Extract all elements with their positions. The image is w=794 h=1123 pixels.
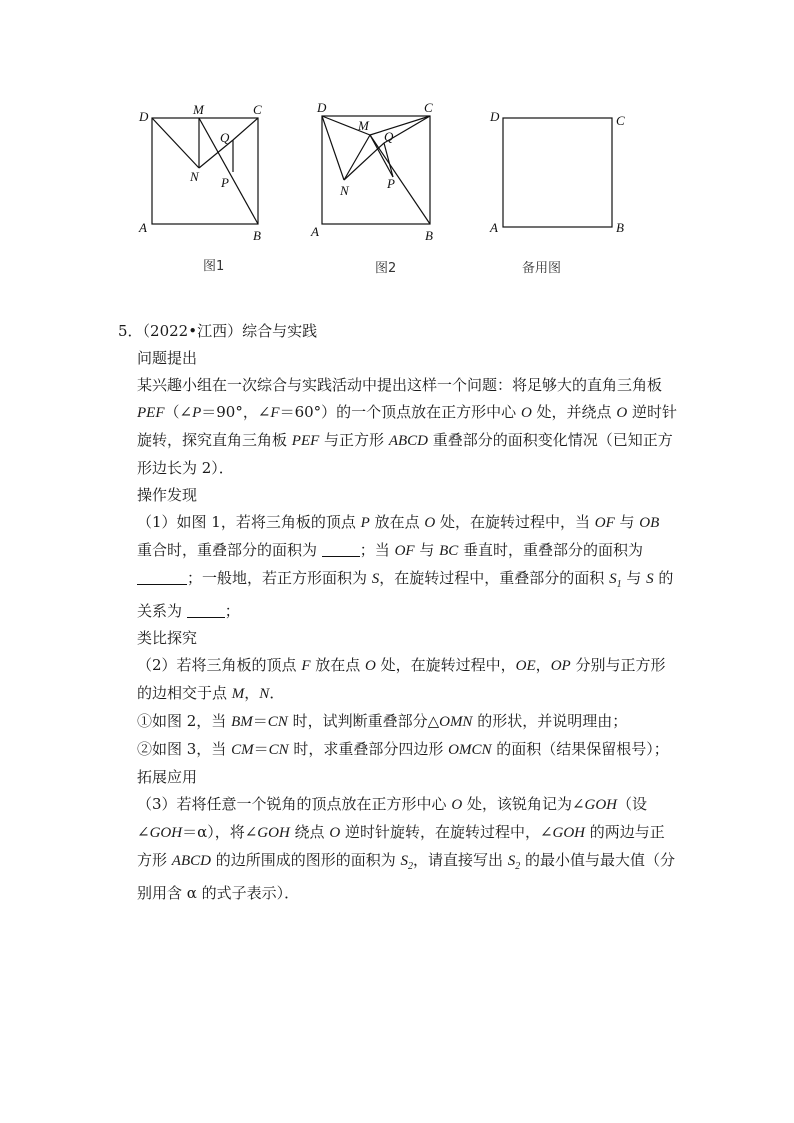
figures-area xyxy=(0,0,794,300)
text-run: 与 xyxy=(614,513,640,531)
fig3-label-c: C xyxy=(616,113,625,128)
fig1-label-d: D xyxy=(139,109,149,124)
math-variable: S xyxy=(646,571,654,587)
fig2-label-q: Q xyxy=(384,129,394,144)
fig2-line-qp xyxy=(384,143,393,177)
fig2-label-p: P xyxy=(387,176,395,191)
text-run: ， xyxy=(244,684,260,702)
text-run: 绕点 xyxy=(289,823,330,841)
math-variable: ABCD xyxy=(171,853,211,869)
text-run: ＝90°，∠ xyxy=(201,403,271,421)
fig2-line-mb xyxy=(370,135,430,224)
math-variable: $S_2$ xyxy=(400,853,413,872)
math-variable: GOH xyxy=(149,825,183,841)
text-run: 放在点 xyxy=(369,513,425,531)
text-run: （1）如图 1，若将三角板的顶点 xyxy=(137,513,361,531)
fig1-label-a: A xyxy=(139,220,147,235)
text-run: 的边所围成的图形的面积为 xyxy=(210,851,401,869)
question-2-part-2 xyxy=(118,736,678,764)
math-variable: CN xyxy=(268,742,289,758)
question-1 xyxy=(118,509,678,625)
text-run: 垂直时，重叠部分的面积为 xyxy=(458,541,644,559)
math-subscript: 2 xyxy=(408,861,413,872)
fig3-caption: 备用图 xyxy=(522,261,562,276)
problem-text xyxy=(118,318,678,907)
math-variable: OB xyxy=(639,515,660,531)
fig3-label-d: D xyxy=(490,109,500,124)
question-3 xyxy=(118,791,678,907)
text-run: 时，试判断重叠部分△ xyxy=(287,712,440,730)
text-run: ＝α），将∠ xyxy=(182,823,258,841)
fig1-label-c: C xyxy=(253,102,262,117)
math-subscript: 2 xyxy=(515,861,521,872)
fig1-label-n: N xyxy=(190,169,199,184)
fig2-label-d: D xyxy=(317,100,327,115)
fig2-caption: 图2 xyxy=(375,261,397,276)
question-2 xyxy=(118,652,678,708)
math-variable: OP xyxy=(550,658,571,674)
figure-2 xyxy=(322,116,430,224)
text-run: 放在点 xyxy=(310,656,366,674)
text-run: 的关系为 xyxy=(137,569,674,620)
math-variable: F xyxy=(301,658,311,674)
text-run: ；一般地，若正方形面积为 xyxy=(187,569,372,587)
fig2-label-a: A xyxy=(311,224,319,239)
math-variable: OF xyxy=(394,543,415,559)
math-variable: P xyxy=(192,405,202,421)
math-variable: GOH xyxy=(584,797,618,813)
fig2-label-b: B xyxy=(425,228,433,243)
math-variable: O xyxy=(451,797,463,813)
fig1-label-p: P xyxy=(221,175,229,190)
fig3-label-a: A xyxy=(490,220,498,235)
fig2-label-m: M xyxy=(358,118,369,133)
math-variable: O xyxy=(329,825,341,841)
section-heading-analogy: 类比探究 xyxy=(137,629,198,647)
math-subscript: 1 xyxy=(616,579,622,590)
math-variable: O xyxy=(365,658,376,674)
math-variable: OMN xyxy=(439,714,473,730)
math-variable: $S_2$ xyxy=(507,853,521,872)
figure-1 xyxy=(152,118,258,224)
answer-blank xyxy=(137,568,187,585)
question-2-part-1 xyxy=(118,708,678,736)
text-run: （∠ xyxy=(164,403,193,421)
text-run: 分别与正方形的边相交于点 xyxy=(137,656,666,702)
text-run: ＝ xyxy=(252,712,268,730)
text-run: 某兴趣小组在一次综合与实践活动中提出这样一个问题：将足够大的直角三角板 xyxy=(137,376,663,394)
math-variable: N xyxy=(259,686,270,702)
math-variable: M xyxy=(231,686,245,702)
answer-blank xyxy=(187,601,225,618)
text-run: ＝ xyxy=(253,740,269,758)
text-run: 处，在旋转过程中， xyxy=(375,656,516,674)
math-variable: CN xyxy=(267,714,288,730)
text-run: （2）若将三角板的顶点 xyxy=(137,656,302,674)
text-run: 处，并绕点 xyxy=(531,403,617,421)
problem-intro xyxy=(118,372,678,482)
section-heading-extension: 拓展应用 xyxy=(137,768,198,786)
text-run: 的面积（结果保留根号）； xyxy=(491,740,669,758)
text-run: 重合时，重叠部分的面积为 xyxy=(137,541,322,559)
text-run: 处，该锐角记为∠ xyxy=(462,795,585,813)
text-run: ①如图 2，当 xyxy=(137,712,232,730)
text-run: 与 xyxy=(414,541,440,559)
text-run: 处，在旋转过程中，当 xyxy=(435,513,595,531)
text-run: 与 xyxy=(621,569,647,587)
math-variable: O xyxy=(616,405,628,421)
math-variable: PEF xyxy=(291,433,320,449)
text-run: 逆时针旋转，在旋转过程中，∠ xyxy=(340,823,553,841)
text-run: ； xyxy=(224,602,240,620)
fig1-square xyxy=(152,118,258,224)
section-heading-question: 问题提出 xyxy=(137,349,198,367)
text-run: ． xyxy=(269,684,285,702)
math-variable: $S_1$ xyxy=(609,571,622,590)
text-run: 重叠部分的面积变化情况（已知正方形边长为 2）． xyxy=(137,431,673,477)
text-run: ；当 xyxy=(359,541,395,559)
math-variable: BC xyxy=(439,543,459,559)
fig3-square xyxy=(503,118,612,227)
math-variable: O xyxy=(520,405,532,421)
geometry-figures xyxy=(0,0,794,300)
fig2-label-c: C xyxy=(424,100,433,115)
math-variable: OE xyxy=(515,658,536,674)
math-variable: OF xyxy=(594,515,615,531)
math-variable: GOH xyxy=(257,825,290,841)
fig3-label-b: B xyxy=(616,220,624,235)
text-run: 的两边与正方形 xyxy=(137,823,665,869)
text-run: （设∠ xyxy=(137,795,648,841)
text-run: ＝60°）的一个顶点放在正方形中心 xyxy=(279,403,521,421)
problem-header: 5．（2022•江西）综合与实践 xyxy=(118,322,318,340)
math-variable: CM xyxy=(231,742,254,758)
math-variable: ABCD xyxy=(388,433,428,449)
math-variable: GOH xyxy=(552,825,586,841)
fig2-line-cm xyxy=(370,116,430,135)
text-run: 的形状，并说明理由； xyxy=(472,712,628,730)
text-run: 与正方形 xyxy=(319,431,389,449)
fig1-label-q: Q xyxy=(220,130,230,145)
text-run: ②如图 3，当 xyxy=(137,740,232,758)
math-variable: O xyxy=(424,515,436,531)
fig1-caption: 图1 xyxy=(203,259,225,274)
fig2-line-dn xyxy=(322,116,344,180)
text-run: ，请直接写出 xyxy=(413,851,508,869)
math-variable: PEF xyxy=(137,405,165,421)
math-variable: BM xyxy=(231,714,253,730)
fig2-label-n: N xyxy=(340,183,349,198)
math-variable: OMCN xyxy=(448,742,492,758)
math-variable: P xyxy=(360,515,370,531)
fig1-label-b: B xyxy=(253,228,261,243)
answer-blank xyxy=(322,540,360,557)
fig2-square xyxy=(322,116,430,224)
math-variable: F xyxy=(270,405,280,421)
text-run: ， xyxy=(535,656,551,674)
text-run: 逆时针旋转，探究直角三角板 xyxy=(137,403,677,449)
text-run: 的最小值与最大值（分别用含 α 的式子表示）． xyxy=(137,851,676,902)
fig1-label-m: M xyxy=(193,102,204,117)
figure-3 xyxy=(503,118,612,227)
text-run: ，在旋转过程中，重叠部分的面积 xyxy=(379,569,610,587)
text-run: （3）若将任意一个锐角的顶点放在正方形中心 xyxy=(137,795,452,813)
fig1-line-dn xyxy=(152,118,199,168)
math-variable: S xyxy=(371,571,380,587)
fig2-line-nm xyxy=(344,135,370,180)
section-heading-operation: 操作发现 xyxy=(137,486,198,504)
text-run: 时，求重叠部分四边形 xyxy=(288,740,449,758)
fig1-line-qc xyxy=(233,118,258,140)
